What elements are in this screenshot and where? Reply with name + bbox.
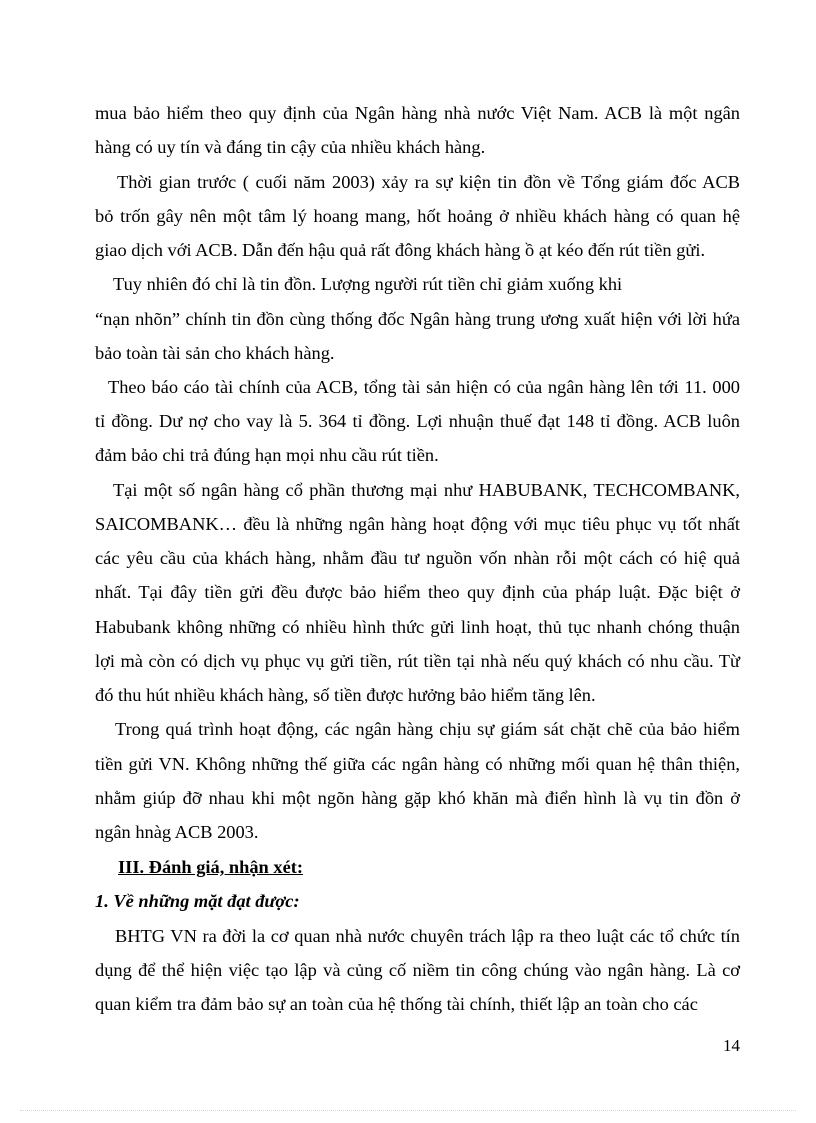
section-heading: III. Đánh giá, nhận xét: [118,857,303,877]
body-line: quan kiểm tra đảm bảo sự an toàn của hệ thống tài chính, thiết lập an toàn cho các [95,994,698,1014]
body-line: ngân hnàg ACB 2003. [95,822,259,842]
body-line: “nạn nhõn” chính tin đồn cùng thống đốc Ngân hàng trung ương xuất hiện với lời hứa [95,309,740,329]
body-line: mua bảo hiểm theo quy định của Ngân hàng nhà nước Việt Nam. ACB là một ngân [95,103,740,123]
body-line: hàng có uy tín và đáng tin cậy của nhiều khách hàng. [95,137,486,157]
body-line: các yêu cầu của khách hàng, nhằm đầu tư nguồn vốn nhàn rỗi một cách có hiệ quả [95,548,740,568]
body-line: bỏ trốn gây nên một tâm lý hoang mang, hốt hoảng ở nhiều khách hàng có quan hệ [95,206,740,226]
body-line: giao dịch với ACB. Dẫn đến hậu quả rất đông khách hàng ồ ạt kéo đến rút tiền gửi. [95,240,706,260]
body-line: Thời gian trước ( cuối năm 2003) xảy ra sự kiện tin đồn về Tổng giám đốc ACB [117,172,740,192]
page-number: 14 [723,1036,740,1055]
body-line: đảm bảo chi trả đúng hạn mọi nhu cầu rút tiền. [95,445,439,465]
body-line: Habubank không những có nhiều hình thức gửi linh hoạt, thủ tục nhanh chóng thuận [95,617,740,637]
body-line: đó thu hút nhiều khách hàng, số tiền được hưởng bảo hiểm tăng lên. [95,685,596,705]
body-line: Trong quá trình hoạt động, các ngân hàng chịu sự giám sát chặt chẽ của bảo hiểm [115,719,740,739]
body-line: tiền gửi VN. Không những thế giữa các ngân hàng có những mối quan hệ thân thiện, [95,754,740,774]
page-bottom-rule [20,1110,796,1111]
body-line: lợi mà còn có dịch vụ phục vụ gửi tiền, rút tiền tại nhà nếu quý khách có nhu cầu. Từ [95,651,740,671]
body-line: nhằm giúp đỡ nhau khi một ngõn hàng gặp khó khăn mà điển hình là vụ tin đồn ở [95,788,740,808]
subsection-heading: 1. Về những mặt đạt được: [95,891,300,911]
body-line: SAICOMBANK… đều là những ngân hàng hoạt động với mục tiêu phục vụ tốt nhất [95,514,740,534]
body-line: tỉ đồng. Dư nợ cho vay là 5. 364 tỉ đồng. Lợi nhuận thuế đạt 148 tỉ đồng. ACB luôn [95,411,740,431]
body-line: Tại một số ngân hàng cổ phần thương mại như HABUBANK, TECHCOMBANK, [113,480,740,500]
body-line: Tuy nhiên đó chỉ là tin đồn. Lượng người rút tiền chỉ giảm xuống khi [113,274,623,294]
body-line: Theo báo cáo tài chính của ACB, tổng tài sản hiện có của ngân hàng lên tới 11. 000 [108,377,740,397]
body-line: BHTG VN ra đời la cơ quan nhà nước chuyên trách lập ra theo luật các tổ chức tín [115,926,740,946]
body-line: bảo toàn tài sản cho khách hàng. [95,343,335,363]
body-line: dụng để thể hiện việc tạo lập và củng cố niềm tin công chúng vào ngân hàng. Là cơ [95,960,740,980]
body-line: nhất. Tại đây tiền gửi đều được bảo hiểm theo quy định của pháp luật. Đặc biệt ở [95,582,740,602]
